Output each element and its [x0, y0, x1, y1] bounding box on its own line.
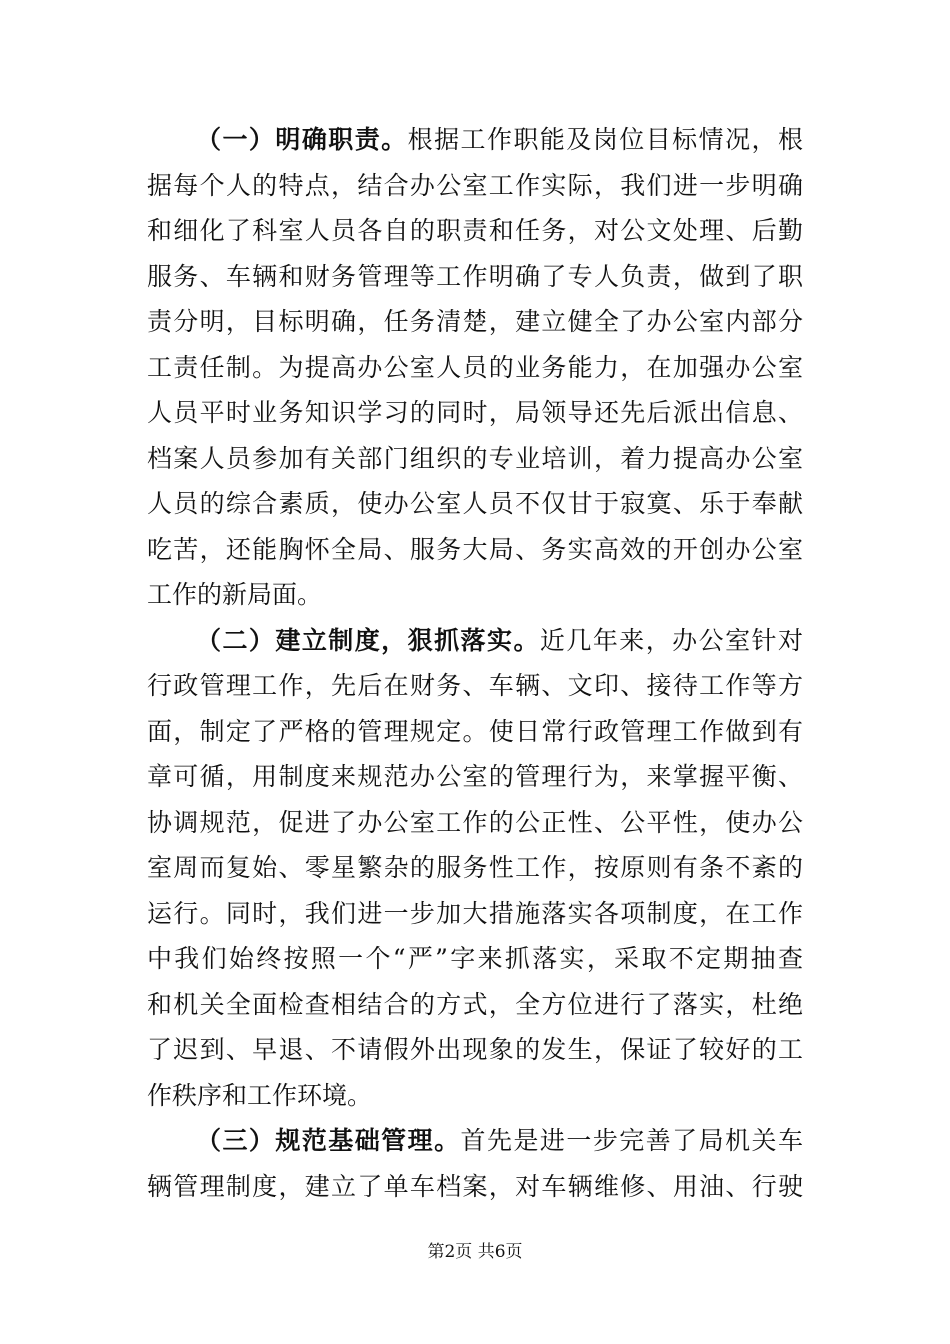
- text-line: [147, 163, 803, 208]
- text-line: [147, 299, 803, 344]
- line-text: 人员平时业务知识学习的同时，局领导还先后派出信息、: [147, 398, 803, 427]
- text-line: [147, 936, 803, 981]
- text-line: [147, 891, 803, 936]
- text-line: [147, 254, 803, 299]
- section-heading: （三）规范基础管理。: [196, 1126, 461, 1155]
- line-text: 首先是进一步完善了局机关车: [460, 1126, 803, 1155]
- text-line: [147, 1164, 803, 1209]
- section-heading: （一）明确职责。: [196, 125, 408, 154]
- line-text: 工作的新局面。: [147, 580, 323, 609]
- line-text: 吃苦，还能胸怀全局、服务大局、务实高效的开创办公室: [147, 534, 803, 564]
- paragraph-first-line: [196, 618, 803, 663]
- line-text: 协调规范，促进了办公室工作的公正性、公平性，使办公: [147, 807, 803, 837]
- text-line: [147, 754, 803, 799]
- line-text: 档案人员参加有关部门组织的专业培训，着力提高办公室: [147, 443, 803, 473]
- line-text: 服务、车辆和财务管理等工作明确了专人负责，做到了职: [147, 261, 803, 291]
- line-text: 和细化了科室人员各自的职责和任务，对公文处理、后勤: [147, 216, 803, 245]
- text-line: [147, 208, 803, 253]
- line-text: 辆管理制度，建立了单车档案，对车辆维修、用油、行驶: [147, 1171, 803, 1201]
- line-text: 行政管理工作，先后在财务、车辆、文印、接待工作等方: [147, 671, 803, 700]
- line-text: 面，制定了严格的管理规定。使日常行政管理工作做到有: [147, 716, 803, 746]
- line-text: 工责任制。为提高办公室人员的业务能力，在加强办公室: [147, 352, 803, 382]
- text-line: [147, 800, 803, 845]
- line-text: 人员的综合素质，使办公室人员不仅甘于寂寞、乐于奉献: [147, 489, 803, 518]
- line-text: 作秩序和工作环境。: [147, 1080, 373, 1110]
- text-line: [147, 709, 803, 754]
- text-line: [147, 1073, 803, 1118]
- text-line: [147, 1027, 803, 1072]
- line-text: 室周而复始、零星繁杂的服务性工作，按原则有条不紊的: [147, 853, 803, 882]
- text-line: [147, 572, 803, 617]
- text-line: [147, 345, 803, 390]
- text-line: [147, 436, 803, 481]
- line-text: 根据工作职能及岗位目标情况，根: [407, 125, 803, 154]
- line-text: 了迟到、早退、不请假外出现象的发生，保证了较好的工: [147, 1035, 803, 1064]
- line-text: 运行。同时，我们进一步加大措施落实各项制度，在工作: [147, 898, 803, 928]
- text-line: [147, 663, 803, 708]
- line-text: 中我们始终按照一个“严”字来抓落实，采取不定期抽查: [147, 944, 803, 973]
- text-line: [147, 845, 803, 890]
- paragraph-first-line: [196, 1118, 803, 1163]
- line-text: 章可循，用制度来规范办公室的管理行为，来掌握平衡、: [147, 762, 803, 791]
- line-text: 和机关全面检查相结合的方式，全方位进行了落实，杜绝: [147, 989, 803, 1019]
- page-footer: 第2页 共6页: [427, 1242, 523, 1262]
- line-text: 责分明，目标明确，任务清楚，建立健全了办公室内部分: [147, 307, 803, 336]
- line-text: 近几年来，办公室针对: [539, 625, 803, 655]
- paragraph-first-line: [196, 117, 803, 162]
- text-line: [147, 390, 803, 435]
- text-line: [147, 527, 803, 572]
- section-heading: （二）建立制度，狠抓落实。: [196, 625, 540, 655]
- text-line: [147, 481, 803, 526]
- line-text: 据每个人的特点，结合办公室工作实际，我们进一步明确: [147, 170, 803, 200]
- text-line: [147, 982, 803, 1027]
